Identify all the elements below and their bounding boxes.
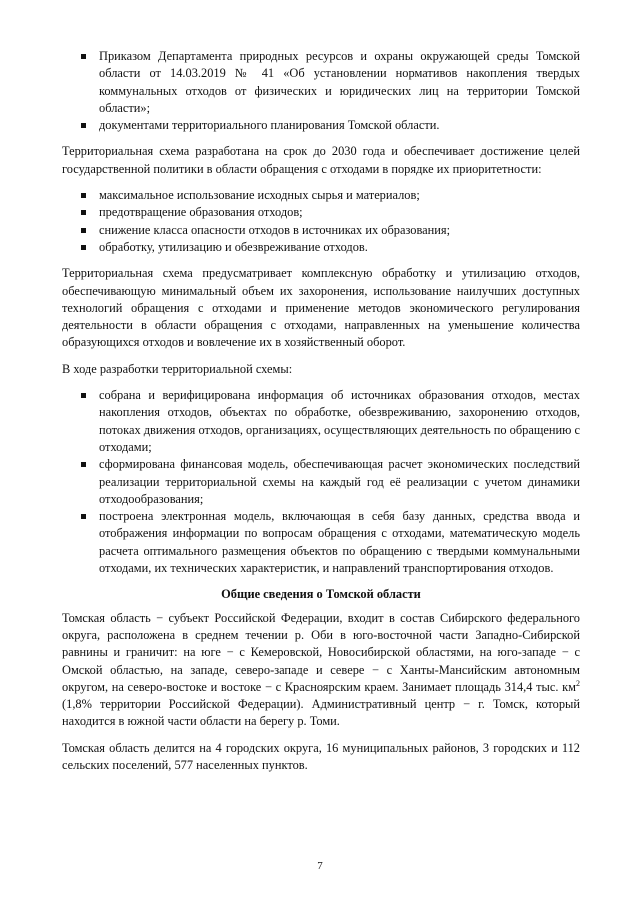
page-number: 7: [317, 860, 323, 872]
bullet-icon: [81, 393, 86, 398]
list-item: [62, 187, 580, 204]
bullet-list-priorities: [62, 187, 580, 256]
area-unit-superscript: 2: [576, 678, 580, 688]
list-item-text: документами территориального планирования Томской области.: [99, 118, 440, 133]
list-item: [62, 48, 580, 117]
list-item-text: обработку, утилизацию и обезвреживание отходов.: [99, 239, 368, 254]
list-item: [62, 456, 580, 508]
bullet-list-sources: [62, 48, 580, 134]
list-item: [62, 387, 580, 456]
bullet-icon: [81, 123, 86, 128]
bullet-icon: [81, 228, 86, 233]
list-item-text: снижение класса опасности отходов в источниках их образования;: [99, 222, 451, 237]
bullet-icon: [81, 462, 86, 467]
list-item: [62, 508, 580, 577]
list-item: [62, 117, 580, 134]
bullet-icon: [81, 210, 86, 215]
bullet-icon: [81, 514, 86, 519]
list-item: [62, 204, 580, 221]
list-item-text: максимальное использование исходных сырья и материалов;: [99, 188, 420, 203]
paragraph-development-intro: В ходе разработки территориальной схемы:: [62, 361, 293, 376]
list-item: [62, 222, 580, 239]
list-item-text: сформирована финансовая модель, обеспечивающая расчет экономических последствий реализации территориальной схемы на каждый год её реализации с учетом динамики отходообразования;: [99, 457, 580, 506]
paragraph-scheme-period: Территориальная схема разработана на срок до 2030 года и обеспечивает достижение целей государственной политики в области обращения с отходами в порядке их приоритетности:: [62, 144, 580, 176]
section-heading: Общие сведения о Томской области: [221, 587, 421, 602]
page-content: [62, 48, 580, 783]
region-text-after: (1,8% территории Российской Федерации). Административный центр − г. Томск, который находится в южной части области на берегу р. Томи.: [62, 697, 580, 729]
bullet-icon: [81, 245, 86, 250]
region-text-before: Томская область − субъект Российской Федерации, входит в состав Сибирского федерального округа, расположена в среднем течении р. Оби в юго-восточной части Западно-Сибирской равнины и граничит: на юге − с Кемеровской, Новосибирской областями, на юго-западе − с Омской областью, на западе, северо-западе и севере − с Ханты-Мансийским автономным округом, на северо-востоке и востоке − с Красноярским краем. Занимает площадь 314,4 тыс. км: [62, 610, 580, 694]
list-item-text: построена электронная модель, включающая в себя базу данных, средства ввода и отображения информации по вопросам обращения с отходами, математическую модель расчета оптимального размещения объектов по обращению с твердыми коммунальными отходами, их технических характеристик, и направлений транспортирования отходов.: [99, 509, 580, 576]
bullet-icon: [81, 54, 86, 59]
paragraph-region-overview: [62, 610, 580, 731]
list-item: [62, 239, 580, 256]
bullet-icon: [81, 193, 86, 198]
bullet-list-development: [62, 387, 580, 577]
paragraph-scheme-processing: Территориальная схема предусматривает комплексную обработку и утилизацию отходов, обеспечивающую минимальный объем их захоронения, использование наилучших доступных технологий обращения с отходами и применение методов экономического регулирования деятельности в области обращения с отходами, направленных на уменьшение количества образующихся отходов и вовлечение их в хозяйственный оборот.: [62, 266, 580, 350]
paragraph-municipal-division: Томская область делится на 4 городских округа, 16 муниципальных районов, 3 городских и 112 сельских поселений, 577 населенных пунктов.: [62, 740, 580, 772]
list-item-text: Приказом Департамента природных ресурсов и охраны окружающей среды Томской области от 14.03.2019 № 41 «Об установлении нормативов накопления твердых коммунальных отходов от физических и юридических лиц на территории Томской области»;: [99, 49, 580, 115]
list-item-text: предотвращение образования отходов;: [99, 205, 303, 220]
list-item-text: собрана и верифицирована информация об источниках образования отходов, местах накопления отходов, объектах по обработке, обезвреживанию, захоронению отходов, потоках движения отходов, организациях, осуществляющих деятельность по обращению с отходами;: [99, 388, 580, 454]
